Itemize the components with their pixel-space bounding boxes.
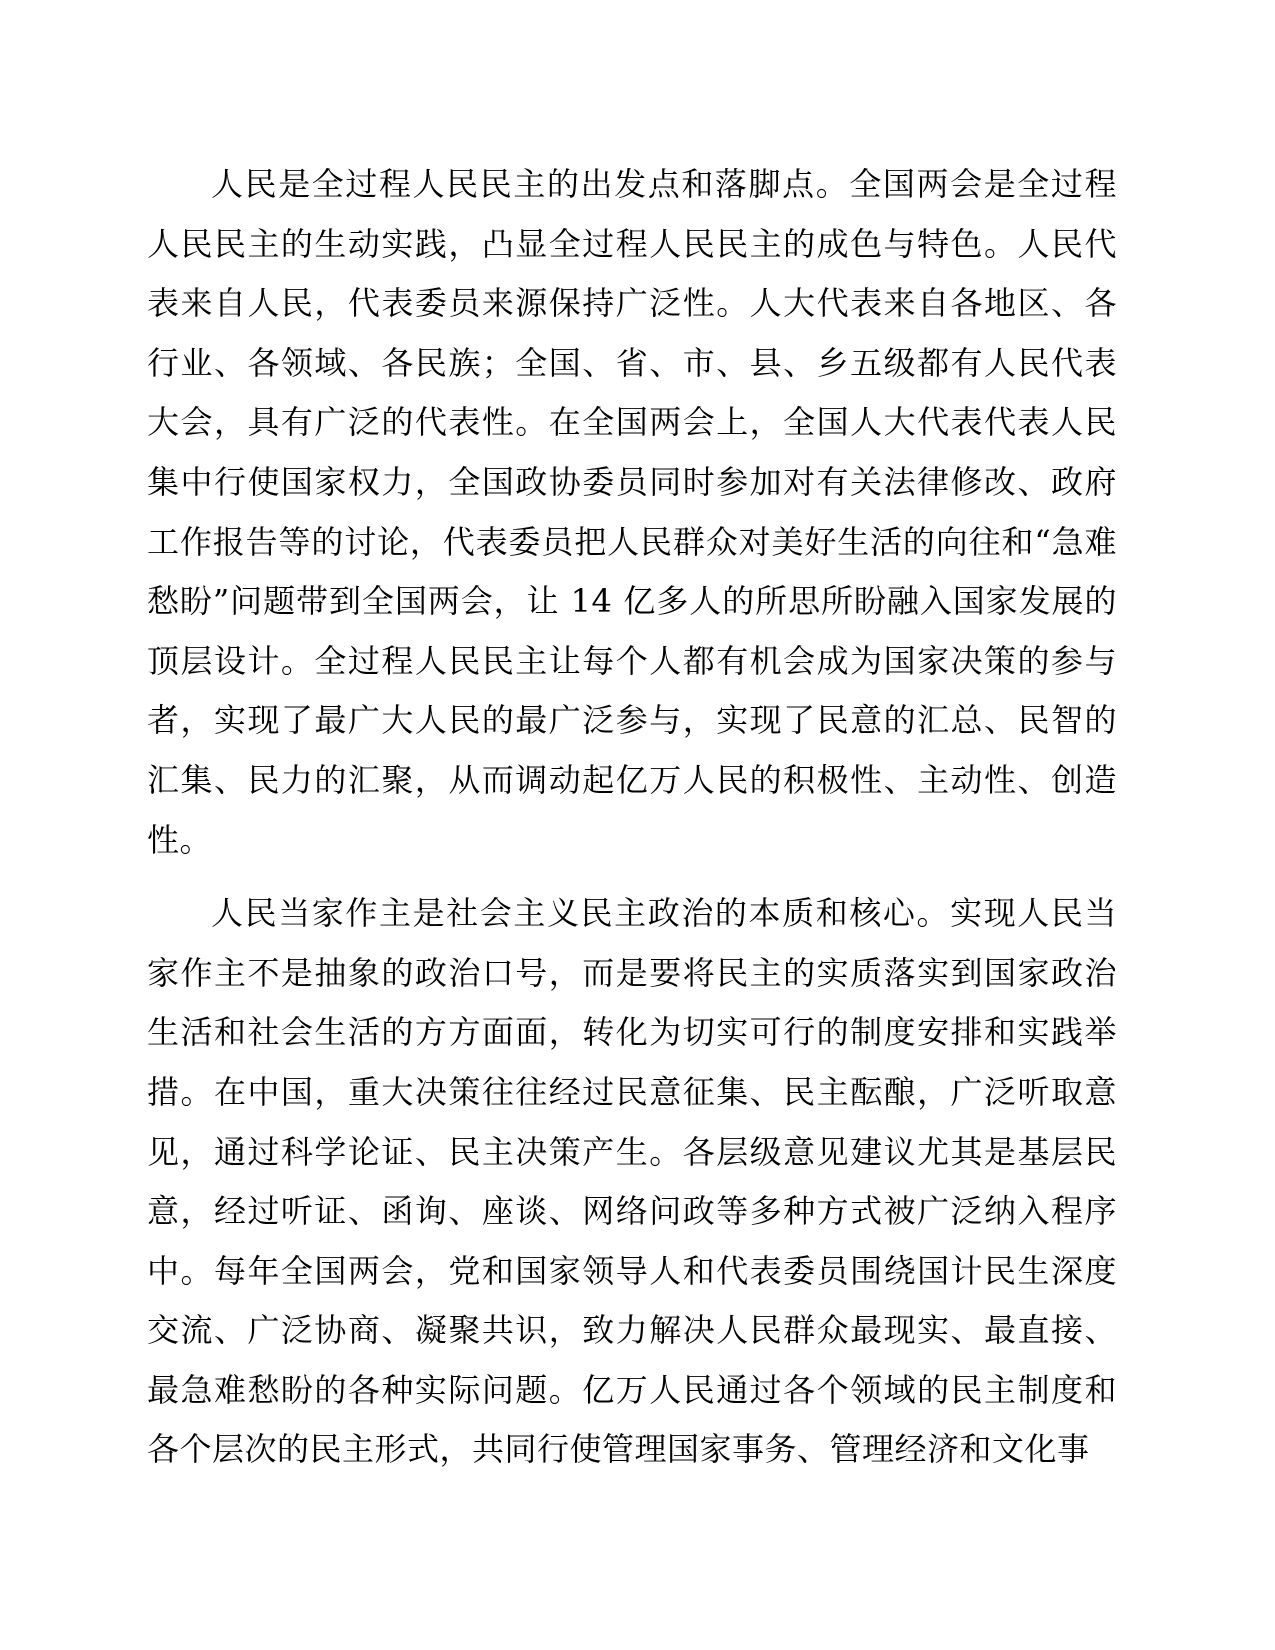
paragraph-2: 人民当家作主是社会主义民主政治的本质和核心。实现人民当家作主不是抽象的政治口号，而是要将民主的实质落实到国家政治生活和社会生活的方方面面，转化为切实可行的制度安排和实践举措。在中国，重大决策往往经过民意征集、民主酝酿，广泛听取意见，通过科学论证、民主决策产生。各层级意见建议尤其是基层民意，经过听证、函询、座谈、网络问政等多种方式被广泛纳入程序中。每年全国两会，党和国家领导人和代表委员围绕国计民生深度交流、广泛协商、凝聚共识，致力解决人民群众最现实、最直接、最急难愁盼的各种实际问题。亿万人民通过各个领域的民主制度和各个层次的民主形式，共同行使管理国家事务、管理经济和文化事 bbox=[147, 894, 1117, 1469]
paragraph-1: 人民是全过程人民民主的出发点和落脚点。全国两会是全过程人民民主的生动实践，凸显全过程人民民主的成色与特色。人民代表来自人民，代表委员来源保持广泛性。人大代表来自各地区、各行业、各领域、各民族；全国、省、市、县、乡五级都有人民代表大会，具有广泛的代表性。在全国两会上，全国人大代表代表人民集中行使国家权力，全国政协委员同时参加对有关法律修改、政府工作报告等的讨论，代表委员把人民群众对美好生活的向往和“急难愁盼”问题带到全国两会，让 14 亿多人的所思所盼融入国家发展的顶层设计。全过程人民民主让每个人都有机会成为国家决策的参与者，实现了最广大人民的最广泛参与，实现了民意的汇总、民智的汇集、民力的汇聚，从而调动起亿万人民的积极性、主动性、创造性。 bbox=[147, 165, 1117, 859]
document-body bbox=[147, 155, 1117, 1480]
